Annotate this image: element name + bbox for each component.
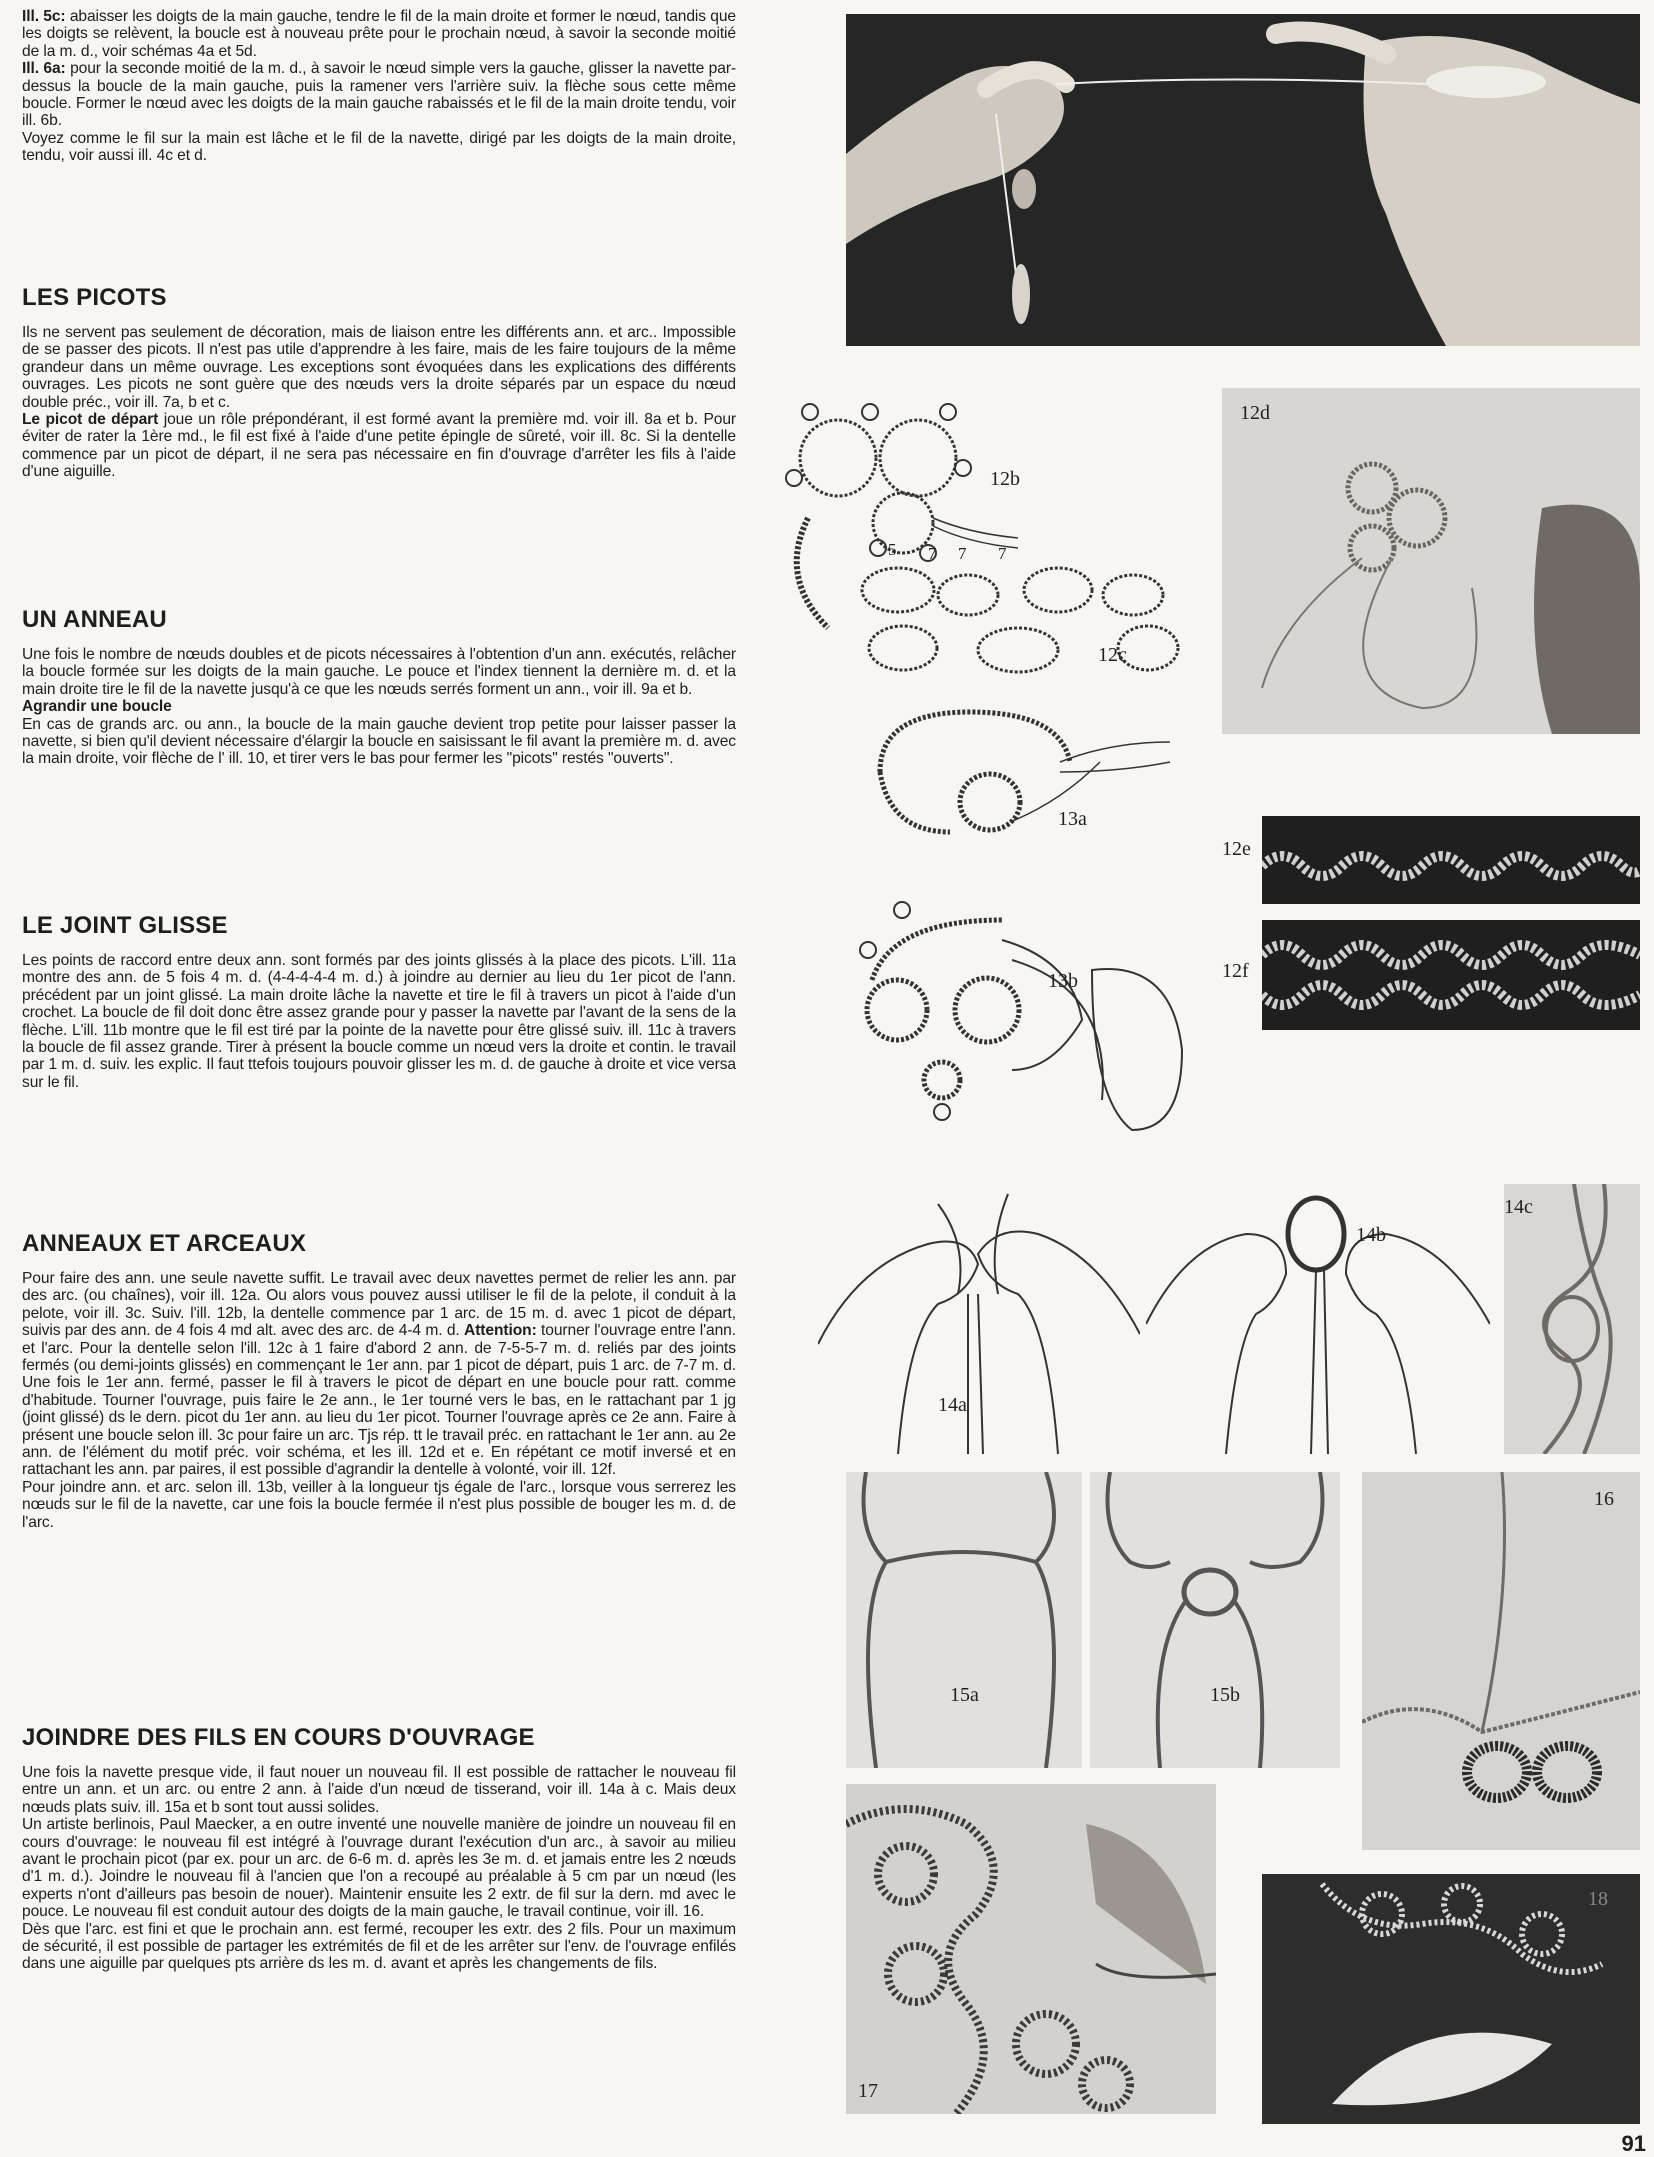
intro-paragraph: Ill. 5c: abaisser les doigts de la main gauche, tendre le fil de la main droite et former le nœud, tandis que les doigts se relèvent, la boucle est à nouveau prête pour le prochain nœud, à savoir la seconde moitié de la m. d., voir schémas 4a et 5d. bbox=[22, 8, 736, 60]
figure-label: 13a bbox=[1058, 808, 1087, 830]
section-paragraph: Pour joindre ann. et arc. selon ill. 13b, veiller à la longueur tjs égale de l'arc., lorsque vous serrerez les nœuds sur le fil de la navette, car une fois la boucle fermée il n'est plus possible de bouger les m. d. de l'arc. bbox=[22, 1478, 736, 1531]
section-heading: ANNEAUX ET ARCEAUX bbox=[22, 1230, 307, 1257]
figure-label: 18 bbox=[1588, 1888, 1608, 1910]
section-paragraph: Pour faire des ann. une seule navette suffit. Le travail avec deux navettes permet de relier les ann. par des arc. (ou chaînes), voir ill. 12a. Ou alors vous pouvez aussi utiliser le fil de la pelote, il conduit à la pelote, voir ill. 3c. Suiv. l'ill. 12b, la dentelle commence par 1 arc. de 15 m. d. avec 1 picot de départ, suivis par des ann. de 4 fois 4 md alt. avec des arc. de 4-4 m. d. Attention: tourner l'ouvrage entre l'ann. et l'arc. Pour la dentelle selon l'ill. 12c à 1 faire d'abord 2 ann. de 7-5-5-7 m. d. reliés par des joints fermés (ou demi-joints glissés) en commençant le 1er ann. par 1 picot de départ, puis 1 arc. de 7-7 m. d. Une fois le 1er ann. fermé, passer le fil à travers le picot de départ en une boucle pour ratt. comme d'habitude. Tourner l'ouvrage, puis faire le 2e ann., le 1er tourné vers le bas, en le rattachant par 1 jg (joint glissé) ds le dern. picot du 1er ann. au lieu du 1er picot. Tourner l'ouvrage après ce 2e ann. Faire à présent une boucle selon ill. 3c pour faire un arc. Tjs rép. tt le travail préc. en rattachant le 1er ann. au 2e ann. de l'élément du motif préc. voir schéma, et les ill. 12d et e. En répétant ce motif inversé et en rattachant les ann. par paires, il est possible d'agrandir la dentelle à volonté, voir ill. 12f. bbox=[22, 1270, 736, 1479]
photo-12e bbox=[1262, 816, 1640, 904]
figure-label: 12b bbox=[990, 468, 1020, 490]
photo-14c bbox=[1504, 1184, 1640, 1454]
figure-label: 17 bbox=[858, 2080, 878, 2102]
section-subheading: Agrandir une boucle bbox=[22, 698, 172, 716]
section-paragraph: Le picot de départ joue un rôle prépondérant, il est formé avant la première md. voir ill. 8a et b. Pour éviter de rater la 1ère md., le fil est fixé à l'aide d'une petite épingle de sûreté, voir ill. 8c. Si la dentelle commence par un picot de départ, il ne sera pas nécessaire en fin d'ouvrage d'arrêter les fils à l'aide d'une aiguille. bbox=[22, 411, 737, 481]
figure-label: 14a bbox=[938, 1394, 967, 1416]
diagram-14a bbox=[818, 1184, 1140, 1454]
figure-label: 14c bbox=[1504, 1196, 1533, 1218]
intro-paragraph: Ill. 6a: pour la seconde moitié de la m. d., à savoir le nœud simple vers la gauche, glisser la navette par-dessus la boucle de la main gauche, puis la ramener vers l'arrière suiv. la flèche sous cette même boucle. Former le nœud avec les doigts de la main gauche rabaissés et le fil de la main droite tendu, voir ill. 6b. bbox=[22, 60, 737, 130]
diagram-14b bbox=[1146, 1184, 1490, 1454]
figure-label: 15b bbox=[1210, 1684, 1240, 1706]
figure-label: 12f bbox=[1222, 960, 1249, 982]
intro-paragraph: Voyez comme le fil sur la main est lâche et le fil de la navette, dirigé par les doigts de la main droite, tendu, voir aussi ill. 4c et d. bbox=[22, 129, 736, 165]
section-picots bbox=[22, 284, 736, 481]
picot-count: 7 bbox=[958, 544, 967, 563]
section-joint-glisse bbox=[22, 912, 736, 1091]
section-paragraph: Dès que l'arc. est fini et que le prochain ann. est fermé, recouper les extr. des 2 fils. Pour un maximum de sécurité, il est possible de partager les extrémités de fil et de les arrêter sur l'env. de l'ouvrage enfilés dans une aiguille par quelques pts arrière ds les m. d. avant et après les changements de fils. bbox=[22, 1920, 736, 1973]
diagram-12c bbox=[848, 540, 1208, 682]
section-heading: LE JOINT GLISSE bbox=[22, 912, 228, 939]
picot-count: 5 bbox=[888, 540, 897, 559]
photo-hands-shuttle bbox=[846, 14, 1640, 346]
section-heading: JOINDRE DES FILS EN COURS D'OUVRAGE bbox=[22, 1724, 535, 1751]
figure-label: 13b bbox=[1048, 970, 1078, 992]
section-paragraph: Une fois la navette presque vide, il faut nouer un nouveau fil. Il est possible de rattacher le nouveau fil entre un ann. et un arc. ou entre 2 ann. à l'aide d'un nœud de tisserand, voir ill. 14a à c. Mais deux nœuds plats suiv. ill. 15a et b sont tout aussi solides. bbox=[22, 1764, 736, 1816]
page-number: 91 bbox=[1621, 2131, 1646, 2156]
section-heading: UN ANNEAU bbox=[22, 606, 167, 633]
section-anneau bbox=[22, 606, 736, 768]
figure-label: 12c bbox=[1098, 644, 1127, 666]
section-anneaux-arceaux bbox=[22, 1230, 736, 1531]
figure-label: 16 bbox=[1594, 1488, 1614, 1510]
figure-label: 12d bbox=[1240, 402, 1270, 424]
section-heading: LES PICOTS bbox=[22, 284, 167, 311]
photo-15b bbox=[1090, 1472, 1340, 1768]
section-paragraph: Ils ne servent pas seulement de décoration, mais de liaison entre les différents ann. et arc.. Impossible de se passer des picots. Il n'est pas utile d'apprendre à les faire, mais de les faire toujours de la même grandeur dans un même ouvrage. Les exceptions sont évoquées dans les explications des différents ouvrages. Les picots ne sont guère que des nœuds vers la droite séparés par un espace du nœud double préc., voir ill. 7a, b et c. bbox=[22, 324, 736, 411]
photo-17 bbox=[846, 1784, 1216, 2114]
intro-block bbox=[22, 8, 736, 165]
figure-label: 14b bbox=[1356, 1224, 1386, 1246]
section-joindre-fils bbox=[22, 1724, 736, 1973]
section-paragraph: Un artiste berlinois, Paul Maecker, a en outre inventé une nouvelle manière de joindre un nouveau fil en cours d'ouvrage: le nouveau fil est intégré à l'ouvrage durant l'exécution d'un arc., à savoir au milieu avant le prochain picot (par ex. pour un arc. de 6-6 m. d. après les 3e m. d. et jamais entre les 2 nœuds d'1 m. d.). Joindre le nouveau fil à l'ancien que l'on a recoupé au préalable à 5 cm par un nœud (les experts n'ont d'ailleurs pas besoin de nouer). Maintenir ensuite les 2 extr. de fil sur la dern. md avec le pouce. Le nouveau fil est conduit autour des doigts de la main gauche, le travail continue, voir ill. 16. bbox=[22, 1816, 736, 1921]
picot-count: 7 bbox=[928, 544, 937, 563]
diagram-13a bbox=[860, 702, 1190, 844]
photo-12d bbox=[1222, 388, 1640, 734]
section-paragraph: En cas de grands arc. ou ann., la boucle de la main gauche devient trop petite pour laisser passer la navette, si bien qu'il devient nécessaire d'élargir la boucle en saisissant le fil avant la première m. d. avec la main droite, voir flèche de l' ill. 10, et tirer vers le bas pour fermer les "picots" restés "ouverts". bbox=[22, 715, 736, 768]
picot-count: 7 bbox=[998, 544, 1007, 563]
figure-label: 15a bbox=[950, 1684, 979, 1706]
photo-16 bbox=[1362, 1472, 1640, 1850]
photo-12f bbox=[1262, 920, 1640, 1030]
photo-18 bbox=[1262, 1874, 1640, 2124]
photo-15a bbox=[846, 1472, 1082, 1768]
section-paragraph: Les points de raccord entre deux ann. sont formés par des joints glissés à la place des picots. L'ill. 11a montre des ann. de 5 fois 4 m. d. (4-4-4-4-4 m. d.) à joindre au dernier au lieu du 1er picot de l'ann. précédent par un joint glissé. La main droite lâche la navette et tire le fil à travers un picot à l'aide d'un crochet. La boucle de fil doit donc être assez grande pour y passer la navette par l'avant de la sens de la flèche. L'ill. 11b montre que le fil est tiré par la pointe de la navette pour être glissé suiv. ill. 11c à travers la boucle de fil assez grande. Tirer à présent la boucle comme un nœud vers la droite et contin. le travail par 1 m. d. suiv. les explic. Il faut ttefois toujours pouvoir glisser les m. d. de gauche à droite et vice versa sur le fil. bbox=[22, 952, 736, 1091]
section-paragraph: Une fois le nombre de nœuds doubles et de picots nécessaires à l'obtention d'un ann. exécutés, relâcher la boucle formée sur les doigts de la main gauche. Le pouce et l'index tiennent la dernière m. d. et la main droite tire le fil de la navette jusqu'à ce que les nœuds serrés forment un ann., voir ill. 9a et b. bbox=[22, 646, 736, 698]
figure-label: 12e bbox=[1222, 838, 1251, 860]
diagram-13b bbox=[852, 900, 1212, 1140]
